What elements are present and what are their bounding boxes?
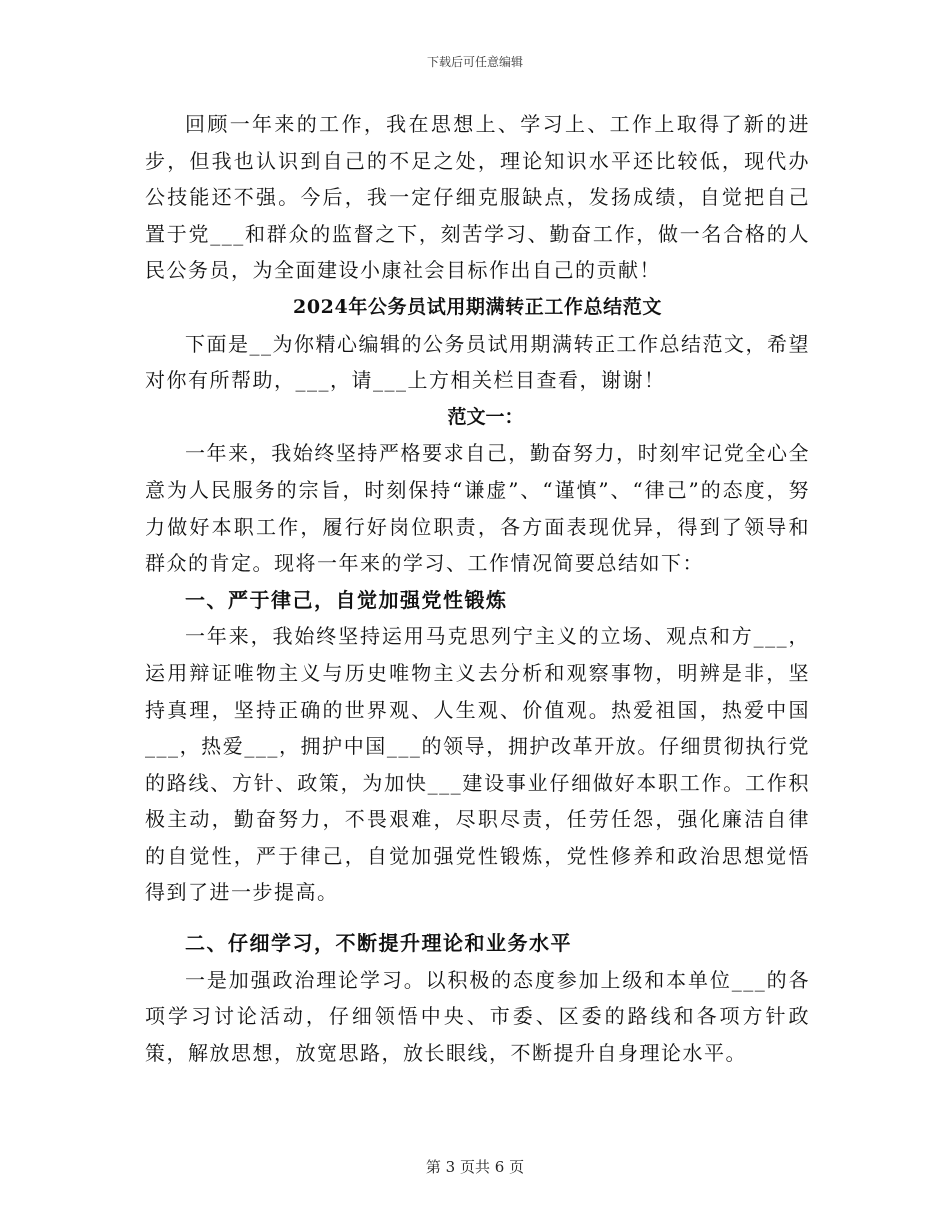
section-gap (145, 911, 810, 925)
document-title: 2024年公务员试用期满转正工作总结范文 (293, 295, 662, 318)
sample-subtitle: 范文一： (447, 405, 524, 428)
paragraph-intro: 下面是__为你精心编辑的公务员试用期满转正工作总结范文，希望对你有所帮助，___，请___上方相关栏目查看，谢谢！ (145, 331, 810, 393)
document-body (145, 106, 810, 1071)
section-heading-1: 一、严于律己，自觉加强党性锻炼 (185, 587, 508, 612)
paragraph-discipline: 一年来，我始终坚持运用马克思列宁主义的立场、观点和方___，运用辩证唯物主义与历史唯物主义去分析和观察事物，明辨是非，坚持真理，坚持正确的世界观、人生观、价值观。热爱祖国，热爱中国___，热爱___，拥护中国___的领导，拥护改革开放。仔细贯彻执行党的路线、方针、政策，为加快___建设事业仔细做好本职工作。工作积极主动，勤奋努力，不畏艰难，尽职尽责，任劳任怨，强化廉洁自律的自觉性，严于律己，自觉加强党性锻炼，党性修养和政治思想觉悟得到了进一步提高。 (145, 624, 810, 905)
paragraph-study: 一是加强政治理论学习。以积极的态度参加上级和本单位___的各项学习讨论活动，仔细领悟中央、市委、区委的路线和各项方针政策，解放思想，放宽思路，放长眼线，不断提升自身理论水平。 (145, 967, 810, 1065)
page-header: 下载后可任意编辑 (426, 55, 523, 69)
page-footer: 第 3 页共 6 页 (425, 1158, 525, 1176)
paragraph-review: 回顾一年来的工作，我在思想上、学习上、工作上取得了新的进步，但我也认识到自己的不足之处，理论知识水平还比较低，现代办公技能还不强。今后，我一定仔细克服缺点，发扬成绩，自觉把自己置于党___和群众的监督之下，刻苦学习、勤奋工作，做一名合格的人民公务员，为全面建设小康社会目标作出自己的贡献！ (145, 112, 810, 283)
section-heading-2: 二、仔细学习，不断提升理论和业务水平 (185, 931, 572, 956)
paragraph-overview: 一年来，我始终坚持严格要求自己，勤奋努力，时刻牢记党全心全意为人民服务的宗旨，时刻保持“谦虚”、“谨慎”、“律己”的态度，努力做好本职工作，履行好岗位职责，各方面表现优异，得到了领导和群众的肯定。现将一年来的学习、工作情况简要总结如下： (145, 441, 810, 576)
